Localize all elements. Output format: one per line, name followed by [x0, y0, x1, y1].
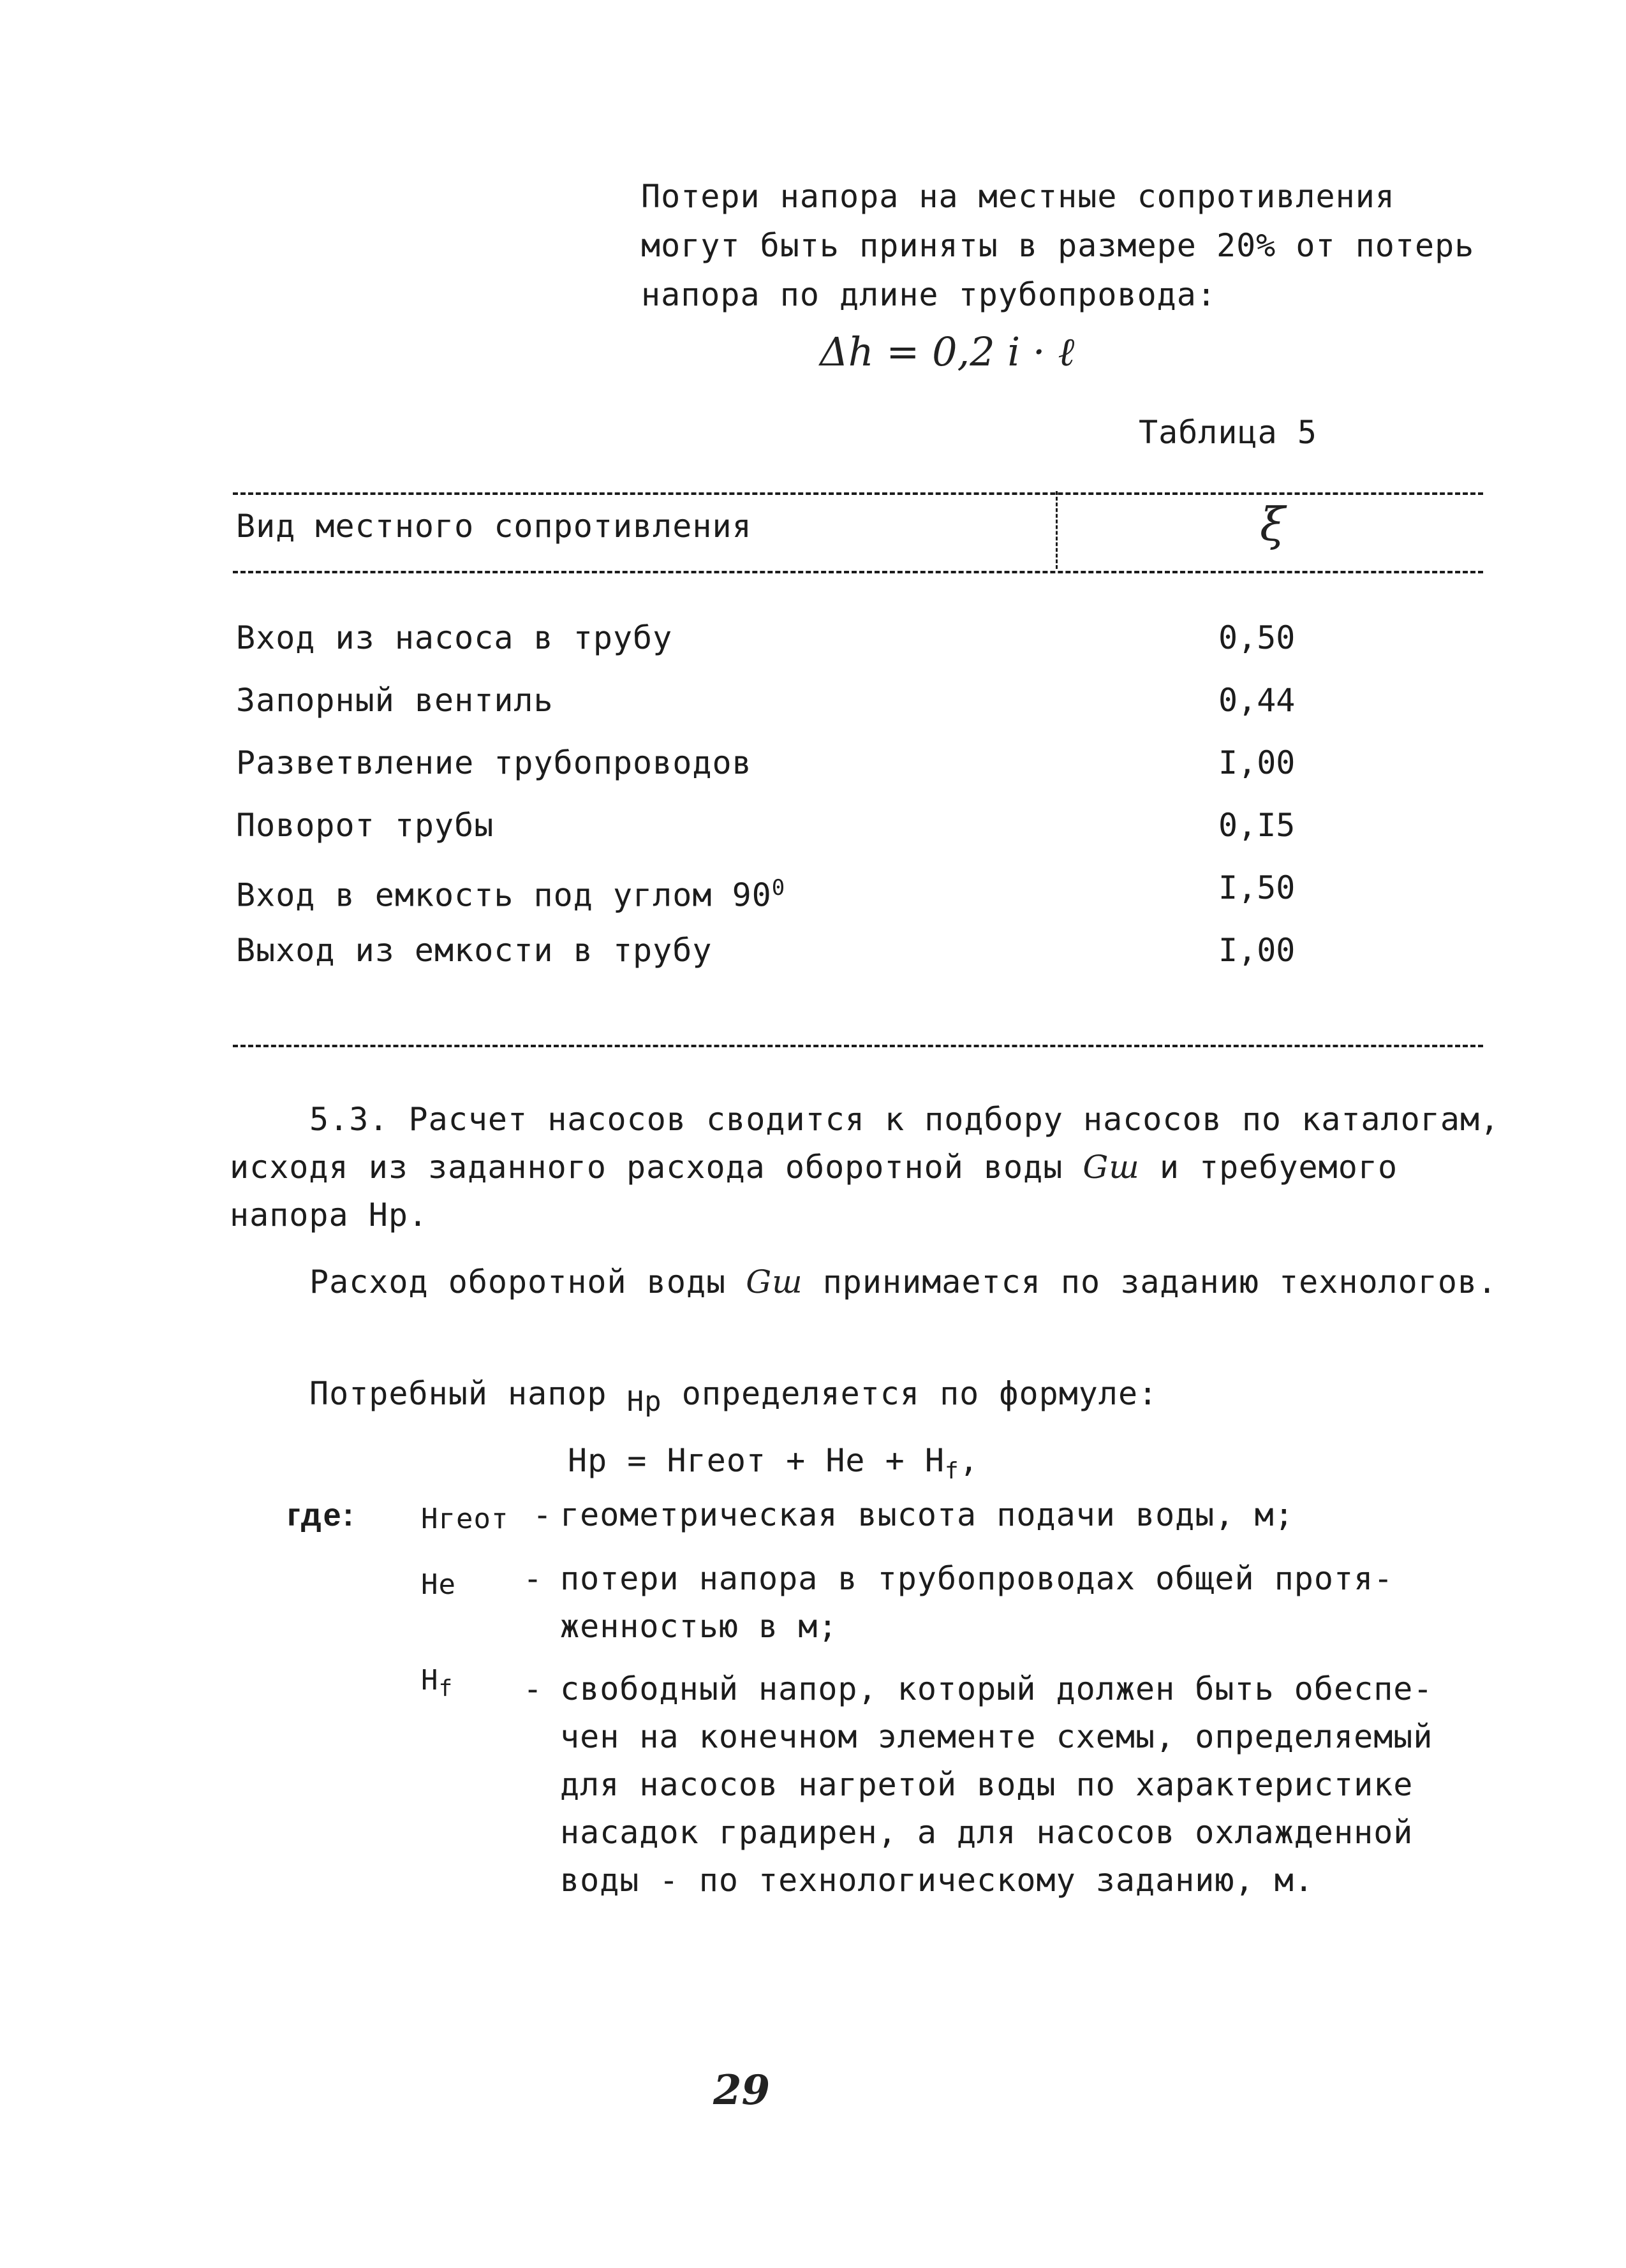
definition-line: женностью в м; — [560, 1608, 838, 1645]
definition-symbol-sub: f — [438, 1675, 454, 1702]
degree-mark: 0 — [771, 875, 786, 901]
definition-line: потери напора в трубопроводах общей протя- — [560, 1560, 1394, 1597]
definition-line: воды - по технологическому заданию, м. — [560, 1862, 1314, 1899]
row-value: 0,44 — [1218, 682, 1296, 719]
section-p1-text-b: и требуемого — [1159, 1149, 1398, 1186]
head-formula-end: , — [959, 1442, 979, 1479]
section-p3-text-a: Потребный напор — [309, 1375, 607, 1412]
definition-dash: - — [523, 1560, 543, 1597]
where-label: где: — [287, 1497, 356, 1533]
section-p3 — [309, 1374, 1158, 1418]
definition-symbol: Нгеот — [421, 1503, 509, 1535]
row-name-text: Вход в емкость под углом 90 — [236, 876, 772, 914]
definition-line: геометрическая высота подачи воды, м; — [560, 1496, 1294, 1533]
section-p1-line-3: напора Нр. — [230, 1197, 429, 1233]
row-value: I,00 — [1218, 932, 1296, 969]
definition-dash: - — [523, 1670, 543, 1707]
row-name: Поворот трубы — [236, 807, 494, 844]
head-symbol: Hр — [626, 1385, 662, 1418]
head-formula — [568, 1441, 979, 1491]
row-name: Разветвление трубопроводов — [236, 744, 752, 781]
definition-line: чен на конечном элементе схемы, определяемый — [560, 1718, 1433, 1755]
intro-line-3: напора по длине трубопровода: — [641, 276, 1216, 313]
table-caption: Таблица 5 — [1139, 414, 1317, 451]
section-p2 — [309, 1263, 1497, 1301]
section-p3-text-b: определяется по формуле: — [681, 1375, 1158, 1412]
row-value: 0,I5 — [1218, 807, 1296, 844]
table-top-rule — [233, 492, 1483, 495]
definition-symbol-main: Н — [421, 1664, 439, 1697]
definition-line: свободный напор, который должен быть обеспе- — [560, 1670, 1433, 1707]
table-header-xi: ξ — [1260, 497, 1285, 551]
section-p2-text-b: принимается по заданию технологов. — [822, 1263, 1498, 1300]
flow-symbol: Gш — [1083, 1149, 1140, 1186]
definition-dash: - — [533, 1496, 553, 1533]
section-p1-line-1: 5.3. Расчет насосов сводится к подбору насосов по каталогам, — [309, 1101, 1500, 1138]
row-name: Вход из насоса в трубу — [236, 619, 673, 656]
table-header-rule — [233, 571, 1483, 573]
row-value: I,50 — [1218, 869, 1296, 906]
definition-symbol — [421, 1661, 453, 1708]
table-header-type: Вид местного сопротивления — [236, 508, 752, 545]
section-p2-text-a: Расход оборотной воды — [309, 1263, 727, 1300]
definition-symbol: Не — [421, 1568, 456, 1601]
definition-line: насадок градирен, а для насосов охлажденной — [560, 1814, 1414, 1851]
section-p1-line-2 — [230, 1148, 1398, 1186]
row-value: 0,50 — [1218, 619, 1296, 656]
row-name — [236, 869, 785, 915]
page-number: 29 — [713, 2066, 771, 2114]
intro-line-2: могут быть приняты в размере 20% от потерь — [641, 227, 1475, 264]
head-formula-sub: f — [944, 1458, 959, 1484]
table-header-divider — [1056, 491, 1058, 569]
row-name: Выход из емкости в трубу — [236, 932, 713, 969]
head-formula-main: Нр = Нгеот + Не + Н — [568, 1442, 945, 1479]
row-value: I,00 — [1218, 744, 1296, 781]
local-loss-formula: Δh = 0,2 i · ℓ — [820, 328, 1075, 375]
table-bottom-rule — [233, 1045, 1483, 1047]
row-name: Запорный вентиль — [236, 682, 554, 719]
flow-symbol: Gш — [746, 1263, 803, 1300]
definition-line: для насосов нагретой воды по характеристике — [560, 1766, 1414, 1803]
intro-line-1: Потери напора на местные сопротивления — [641, 178, 1395, 215]
section-p1-text-a: исходя из заданного расхода оборотной воды — [230, 1149, 1063, 1186]
